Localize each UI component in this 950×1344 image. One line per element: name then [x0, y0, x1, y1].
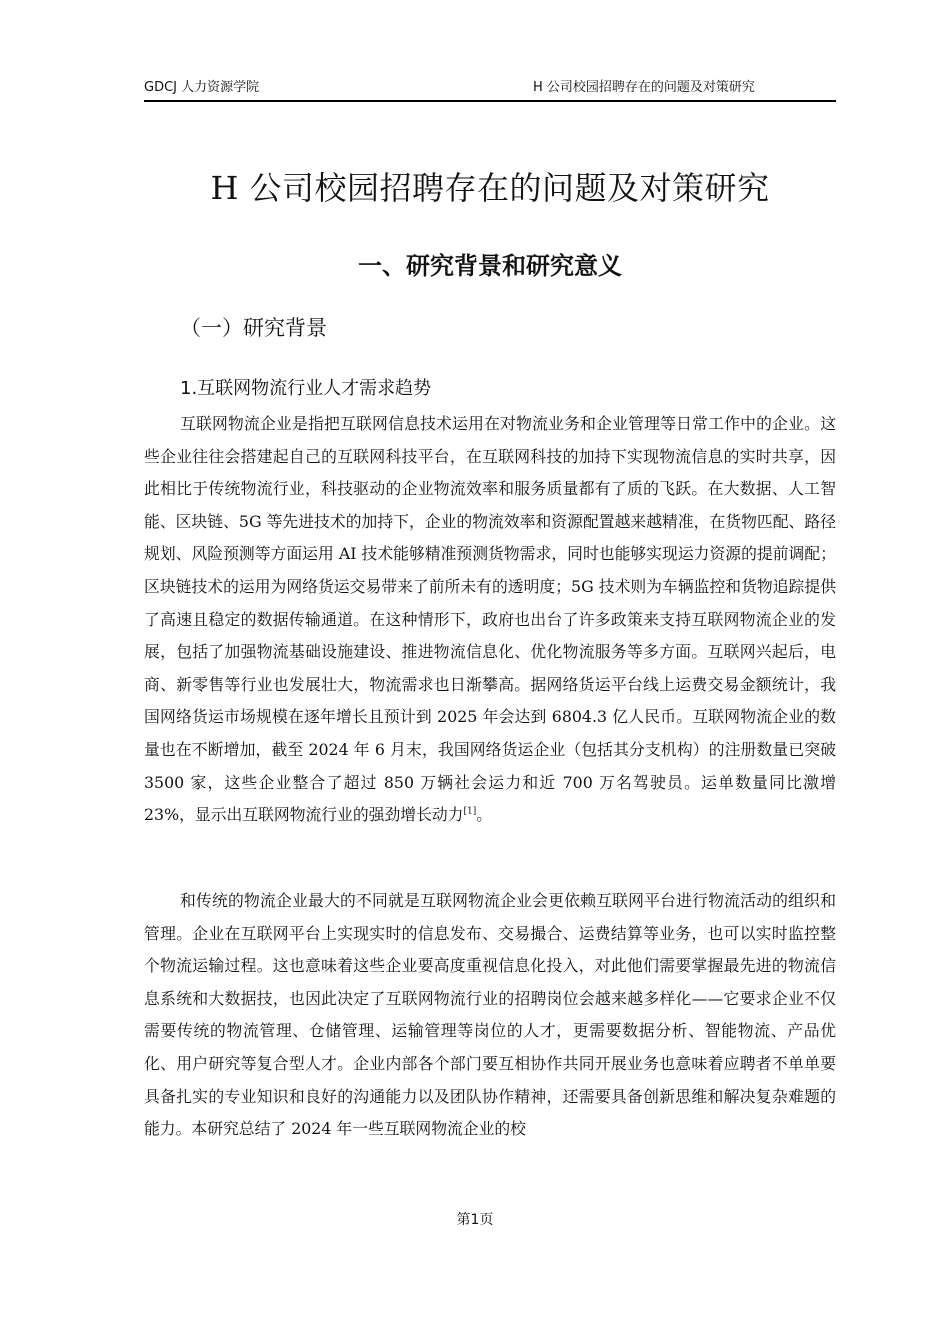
- section-heading: 一、研究背景和研究意义: [358, 252, 622, 280]
- header-paper-title: H 公司校园招聘存在的问题及对策研究: [533, 80, 755, 95]
- citation-reference[interactable]: [1]: [463, 806, 477, 817]
- header-institution: GDCJ 人力资源学院: [144, 80, 260, 95]
- page-number: 第1页: [456, 1212, 494, 1228]
- document-title: H 公司校园招聘存在的问题及对策研究: [210, 169, 770, 207]
- paragraph-1-text: 互联网物流企业是指把互联网信息技术运用在对物流业务和企业管理等日常工作中的企业。这些企业往往会搭建起自己的互联网科技平台，在互联网科技的加持下实现物流信息的实时共享，因此相比于传统物流行业，科技驱动的企业物流效率和服务质量都有了质的飞跃。在大数据、人工智能、区块链、5G 等先进技术的加持下，企业的物流效率和资源配置越来越精准，在货物匹配、路径规划、风险预测等方面运用 AI 技术能够精准预测货物需求，同时也能够实现运力资源的提前调配；区块链技术的运用为网络货运交易带来了前所未有的透明度；5G 技术则为车辆监控和货物追踪提供了高速且稳定的数据传输通道。在这种情形下，政府也出台了许多政策来支持互联网物流企业的发展，包括了加强物流基础设施建设、推进物流信息化、优化物流服务等多方面。互联网兴起后，电商、新零售等行业也发展壮大，物流需求也日渐攀高。据网络货运平台线上运费交易金额统计，我国网络货运市场规模在逐年增长且预计到 2025 年会达到 6804.3 亿人民币。互联网物流企业的数量也在不断增加，截至 2024 年 6 月末，我国网络货运企业（包括其分支机构）的注册数量已突破 3500 家，这些企业整合了超过 850 万辆社会运力和近 700 万名驾驶员。运单数量同比激增 23%，显示出互联网物流行业的强劲增长动力: [144, 414, 836, 825]
- subsubsection-heading: 1.互联网物流行业人才需求趋势: [180, 378, 432, 399]
- paragraph-1-end: 。: [476, 805, 493, 825]
- body-paragraph-2: 和传统的物流企业最大的不同就是互联网物流企业会更依赖互联网平台进行物流活动的组织和管理。企业在互联网平台上实现实时的信息发布、交易撮合、运费结算等业务，也可以实时监控整个物流运输过程。这也意味着这些企业要高度重视信息化投入，对此他们需要掌握最先进的物流信息系统和大数据技，也因此决定了互联网物流行业的招聘岗位会越来越多样化——它要求企业不仅需要传统的物流管理、仓储管理、运输管理等岗位的人才，更需要数据分析、智能物流、产品优化、用户研究等复合型人才。企业内部各个部门要互相协作共同开展业务也意味着应聘者不单单要具备扎实的专业知识和良好的沟通能力以及团队协作精神，还需要具备创新思维和解决复杂难题的能力。本研究总结了 2024 年一些互联网物流企业的校: [144, 891, 836, 1139]
- subsection-heading: （一）研究背景: [180, 316, 327, 340]
- body-paragraph-1: [144, 408, 836, 832]
- running-header: [144, 78, 836, 102]
